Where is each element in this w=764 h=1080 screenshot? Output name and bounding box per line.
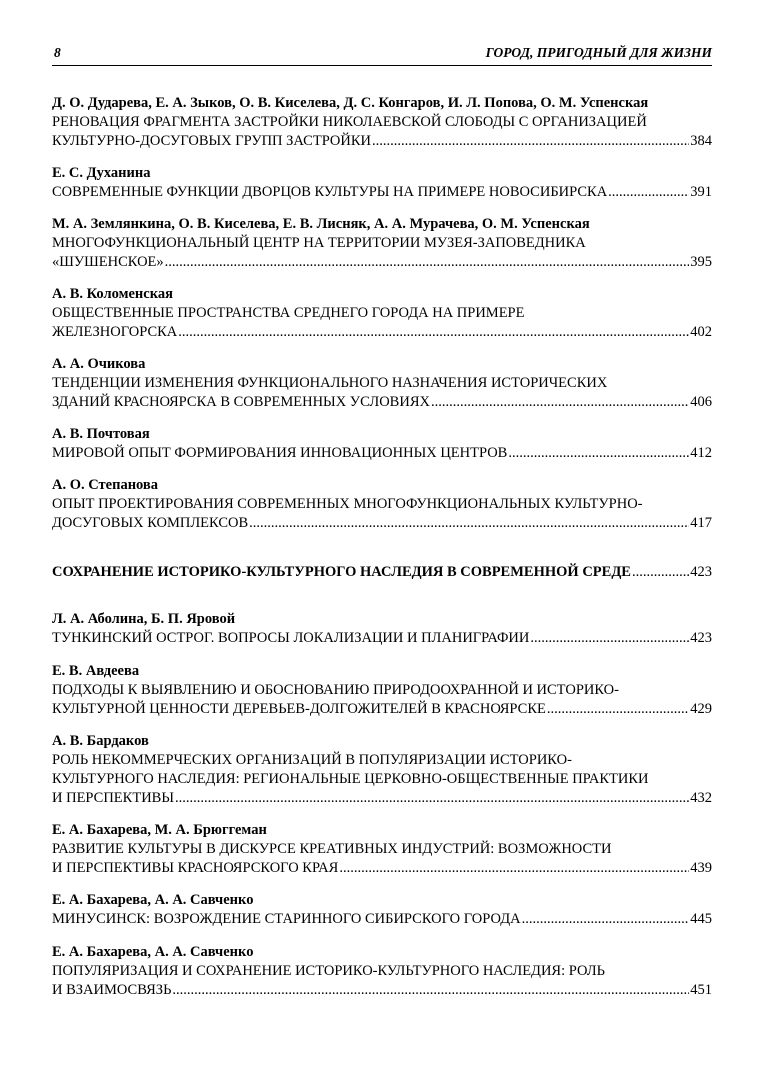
entry-authors: Л. А. Аболина, Б. П. Яровой (52, 611, 236, 627)
entry-title-line: «ШУШЕНСКОЕ» (52, 254, 164, 270)
running-title: ГОРОД, ПРИГОДНЫЙ ДЛЯ ЖИЗНИ (485, 45, 712, 60)
entry-title-last-line (52, 859, 712, 878)
toc-entry[interactable] (52, 94, 712, 151)
entry-page-number: 395 (690, 254, 712, 270)
entry-title-line: КУЛЬТУРНОЙ ЦЕННОСТИ ДЕРЕВЬЕВ-ДОЛГОЖИТЕЛЕЙ В КРАСНОЯРСКЕ (52, 701, 546, 717)
entry-title-line: РЕНОВАЦИЯ ФРАГМЕНТА ЗАСТРОЙКИ НИКОЛАЕВСКОЙ СЛОБОДЫ С ОРГАНИЗАЦИЕЙ (52, 114, 647, 130)
entry-title-line: ЗДАНИЙ КРАСНОЯРСКА В СОВРЕМЕННЫХ УСЛОВИЯХ (52, 394, 430, 410)
entry-title-line: МИНУСИНСК: ВОЗРОЖДЕНИЕ СТАРИННОГО СИБИРСКОГО ГОРОДА (52, 911, 521, 927)
entry-title-last-line (52, 323, 712, 342)
entry-title-line: ТЕНДЕНЦИИ ИЗМЕНЕНИЯ ФУНКЦИОНАЛЬНОГО НАЗНАЧЕНИЯ ИСТОРИЧЕСКИХ (52, 375, 608, 391)
entry-authors: М. А. Землянкина, О. В. Киселева, Е. В. Лисняк, А. А. Мурачева, О. М. Успенская (52, 216, 590, 232)
dot-leader (522, 910, 690, 929)
dot-leader (431, 393, 689, 412)
toc-entry[interactable] (52, 943, 712, 1000)
entry-page-number: 402 (690, 324, 712, 340)
entry-title-line: И ПЕРСПЕКТИВЫ (52, 790, 174, 806)
entry-title-last-line (52, 789, 712, 808)
entry-title-last-line (52, 910, 712, 929)
entry-page-number: 432 (690, 790, 712, 806)
toc-entry[interactable] (52, 425, 712, 463)
dot-leader (530, 629, 689, 648)
entry-page-number: 417 (690, 515, 712, 531)
entry-authors: Е. А. Бахарева, А. А. Савченко (52, 892, 254, 908)
entry-page-number: 439 (690, 860, 712, 876)
entry-title-line: СОВРЕМЕННЫЕ ФУНКЦИИ ДВОРЦОВ КУЛЬТУРЫ НА ПРИМЕРЕ НОВОСИБИРСКА (52, 184, 608, 200)
entry-page-number: 429 (690, 701, 712, 717)
entry-authors: А. В. Почтовая (52, 426, 150, 442)
toc-entry[interactable] (52, 662, 712, 719)
section-title-line (52, 563, 712, 582)
entry-title-last-line (52, 132, 712, 151)
entry-title-last-line (52, 183, 712, 202)
dot-leader (632, 563, 689, 582)
entry-page-number: 445 (690, 911, 712, 927)
entry-authors: Е. А. Бахарева, М. А. Брюггеман (52, 822, 267, 838)
entry-title-last-line (52, 981, 712, 1000)
entry-title-line: ОПЫТ ПРОЕКТИРОВАНИЯ СОВРЕМЕННЫХ МНОГОФУНКЦИОНАЛЬНЫХ КУЛЬТУРНО- (52, 496, 643, 512)
entry-authors: Е. В. Авдеева (52, 663, 140, 679)
entry-authors: Е. А. Бахарева, А. А. Савченко (52, 944, 254, 960)
entry-page-number: 406 (690, 394, 712, 410)
entry-title-last-line (52, 629, 712, 648)
entry-title-line: МНОГОФУНКЦИОНАЛЬНЫЙ ЦЕНТР НА ТЕРРИТОРИИ МУЗЕЯ-ЗАПОВЕДНИКА (52, 235, 586, 251)
entry-page-number: 412 (690, 445, 712, 461)
entry-title-last-line (52, 444, 712, 463)
entry-title-line: ТУНКИНСКИЙ ОСТРОГ. ВОПРОСЫ ЛОКАЛИЗАЦИИ И ПЛАНИГРАФИИ (52, 630, 530, 646)
toc-entry[interactable] (52, 610, 712, 648)
entry-page-number: 391 (690, 184, 712, 200)
page-number: 8 (54, 45, 61, 60)
dot-leader (175, 789, 689, 808)
entry-title-last-line (52, 514, 712, 533)
entry-title-line: КУЛЬТУРНОГО НАСЛЕДИЯ: РЕГИОНАЛЬНЫЕ ЦЕРКОВНО-ОБЩЕСТВЕННЫЕ ПРАКТИКИ (52, 771, 649, 787)
dot-leader (249, 514, 689, 533)
running-header (52, 43, 712, 66)
entry-title-last-line (52, 253, 712, 272)
entry-authors: А. О. Степанова (52, 477, 159, 493)
toc-entry[interactable] (52, 476, 712, 533)
section-page-number: 423 (690, 564, 712, 580)
toc-section-heading[interactable] (52, 563, 712, 582)
dot-leader (608, 183, 689, 202)
entry-title-line: ПОДХОДЫ К ВЫЯВЛЕНИЮ И ОБОСНОВАНИЮ ПРИРОДООХРАННОЙ И ИСТОРИКО- (52, 682, 619, 698)
toc-entry[interactable] (52, 215, 712, 272)
entry-page-number: 384 (690, 133, 712, 149)
entry-title-line: КУЛЬТУРНО-ДОСУГОВЫХ ГРУПП ЗАСТРОЙКИ (52, 133, 372, 149)
toc-entry[interactable] (52, 891, 712, 929)
dot-leader (178, 323, 689, 342)
entry-title-line: ПОПУЛЯРИЗАЦИЯ И СОХРАНЕНИЕ ИСТОРИКО-КУЛЬТУРНОГО НАСЛЕДИЯ: РОЛЬ (52, 963, 605, 979)
toc-entry[interactable] (52, 164, 712, 202)
entry-title-line: И ПЕРСПЕКТИВЫ КРАСНОЯРСКОГО КРАЯ (52, 860, 339, 876)
entry-page-number: 423 (690, 630, 712, 646)
entry-title-last-line (52, 700, 712, 719)
dot-leader (165, 253, 690, 272)
dot-leader (339, 859, 689, 878)
entry-authors: Д. О. Дударева, Е. А. Зыков, О. В. Киселева, Д. С. Конгаров, И. Л. Попова, О. М. Успенская (52, 95, 649, 111)
entry-authors: Е. С. Духанина (52, 165, 151, 181)
entry-title-line: ЖЕЛЕЗНОГОРСКА (52, 324, 178, 340)
entry-authors: А. А. Очикова (52, 356, 146, 372)
entry-title-line: РАЗВИТИЕ КУЛЬТУРЫ В ДИСКУРСЕ КРЕАТИВНЫХ ИНДУСТРИЙ: ВОЗМОЖНОСТИ (52, 841, 612, 857)
dot-leader (547, 700, 689, 719)
entry-title-last-line (52, 393, 712, 412)
toc-entry[interactable] (52, 285, 712, 342)
dot-leader (508, 444, 689, 463)
entry-title-line: МИРОВОЙ ОПЫТ ФОРМИРОВАНИЯ ИННОВАЦИОННЫХ ЦЕНТРОВ (52, 445, 508, 461)
entry-title-line: ДОСУГОВЫХ КОМПЛЕКСОВ (52, 515, 249, 531)
entry-title-line: И ВЗАИМОСВЯЗЬ (52, 982, 172, 998)
entry-page-number: 451 (690, 982, 712, 998)
entry-title-line: ОБЩЕСТВЕННЫЕ ПРОСТРАНСТВА СРЕДНЕГО ГОРОДА НА ПРИМЕРЕ (52, 305, 525, 321)
toc-entry[interactable] (52, 732, 712, 808)
dot-leader (372, 132, 689, 151)
section-title: СОХРАНЕНИЕ ИСТОРИКО-КУЛЬТУРНОГО НАСЛЕДИЯ В СОВРЕМЕННОЙ СРЕДЕ (52, 564, 631, 580)
toc-entry[interactable] (52, 821, 712, 878)
toc-entry[interactable] (52, 355, 712, 412)
entry-title-line: РОЛЬ НЕКОММЕРЧЕСКИХ ОРГАНИЗАЦИЙ В ПОПУЛЯРИЗАЦИИ ИСТОРИКО- (52, 752, 572, 768)
entry-authors: А. В. Коломенская (52, 286, 173, 302)
dot-leader (172, 981, 689, 1000)
entry-authors: А. В. Бардаков (52, 733, 149, 749)
